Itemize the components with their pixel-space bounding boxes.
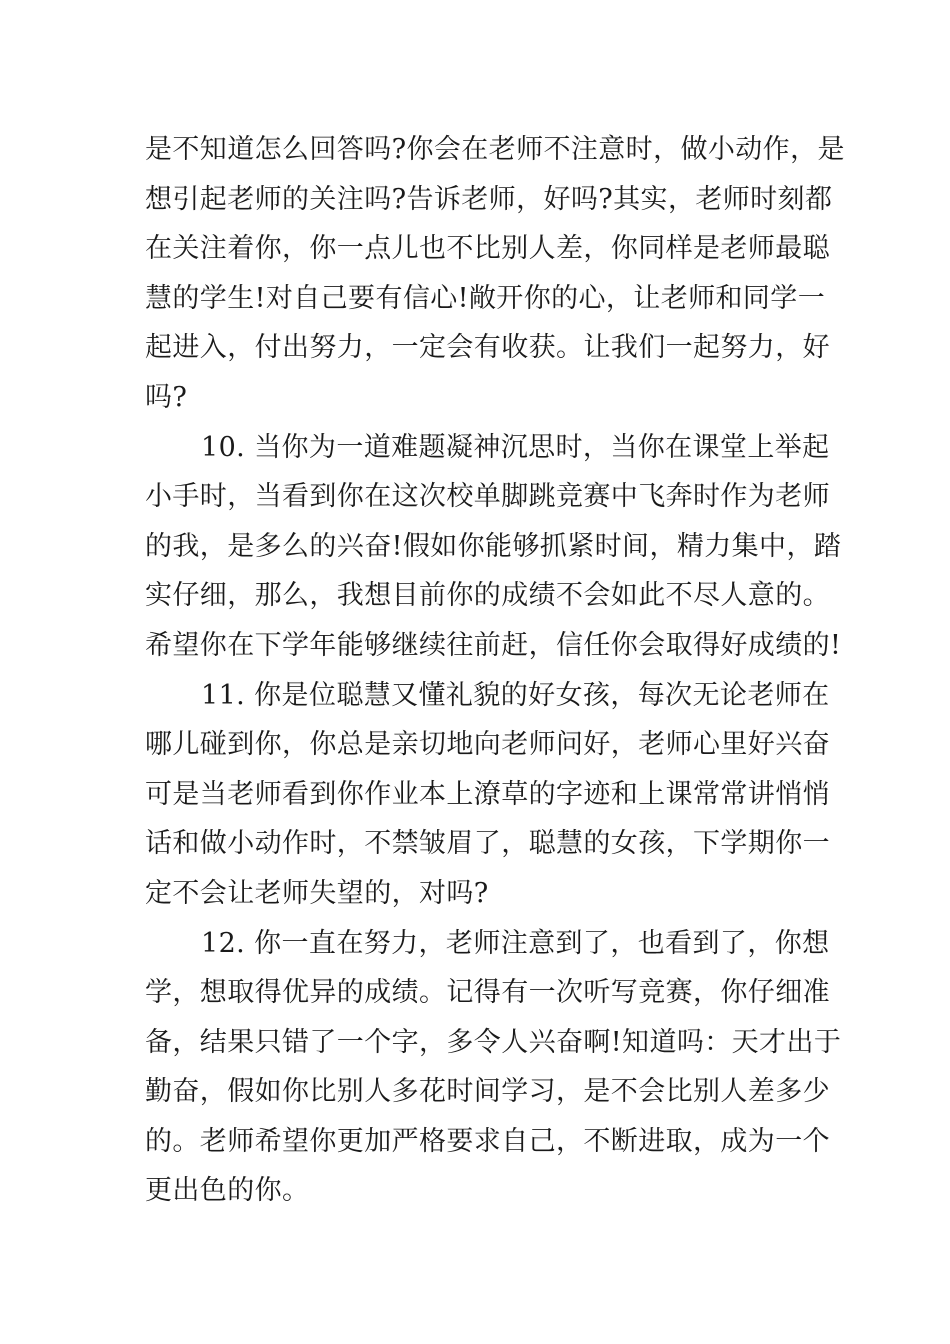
text-line: 可是当老师看到你作业本上潦草的字迹和上课常常讲悄悄 — [145, 778, 830, 810]
paragraph-12 — [145, 919, 842, 1217]
text-line: 话和做小动作时，不禁皱眉了，聪慧的女孩，下学期你一 — [145, 828, 830, 860]
text-line: 小手时，当看到你在这次校单脚跳竞赛中飞奔时作为老师 — [145, 481, 830, 513]
text-line: 勤奋，假如你比别人多花时间学习，是不会比别人差多少 — [145, 1076, 830, 1108]
text-line: 备，结果只错了一个字，多令人兴奋啊!知道吗：天才出于 — [145, 1026, 842, 1058]
text-line: 起进入，付出努力，一定会有收获。让我们一起努力，好 — [145, 332, 830, 364]
text-line: 11. 你是位聪慧又懂礼貌的好女孩，每次无论老师在 — [201, 679, 830, 711]
text-line: 吗? — [145, 381, 188, 413]
text-line: 12. 你一直在努力，老师注意到了，也看到了，你想 — [201, 927, 830, 959]
text-line: 的我，是多么的兴奋!假如你能够抓紧时间，精力集中，踏 — [145, 530, 842, 562]
text-line: 哪儿碰到你，你总是亲切地向老师问好，老师心里好兴奋 — [145, 729, 830, 761]
text-line: 10. 当你为一道难题凝神沉思时，当你在课堂上举起 — [201, 431, 830, 463]
paragraph-9-continued — [145, 125, 845, 423]
document-body — [145, 125, 845, 1216]
text-line: 慧的学生!对自己要有信心!敞开你的心，让老师和同学一 — [145, 282, 826, 314]
text-line: 学，想取得优异的成绩。记得有一次听写竞赛，你仔细准 — [145, 977, 830, 1009]
text-line: 在关注着你，你一点儿也不比别人差，你同样是老师最聪 — [145, 233, 830, 265]
text-line: 希望你在下学年能够继续往前赶，信任你会取得好成绩的! — [145, 629, 842, 661]
text-line: 是不知道怎么回答吗?你会在老师不注意时，做小动作，是 — [145, 134, 845, 165]
paragraph-11 — [145, 671, 830, 919]
text-line: 的。老师希望你更加严格要求自己，不断进取，成为一个 — [145, 1125, 830, 1157]
text-line: 实仔细，那么，我想目前你的成绩不会如此不尽人意的。 — [145, 580, 830, 612]
text-line: 定不会让老师失望的，对吗? — [145, 877, 489, 909]
text-line: 更出色的你。 — [145, 1175, 310, 1207]
text-line: 想引起老师的关注吗?告诉老师，好吗?其实，老师时刻都 — [145, 183, 833, 215]
paragraph-10 — [145, 423, 842, 671]
